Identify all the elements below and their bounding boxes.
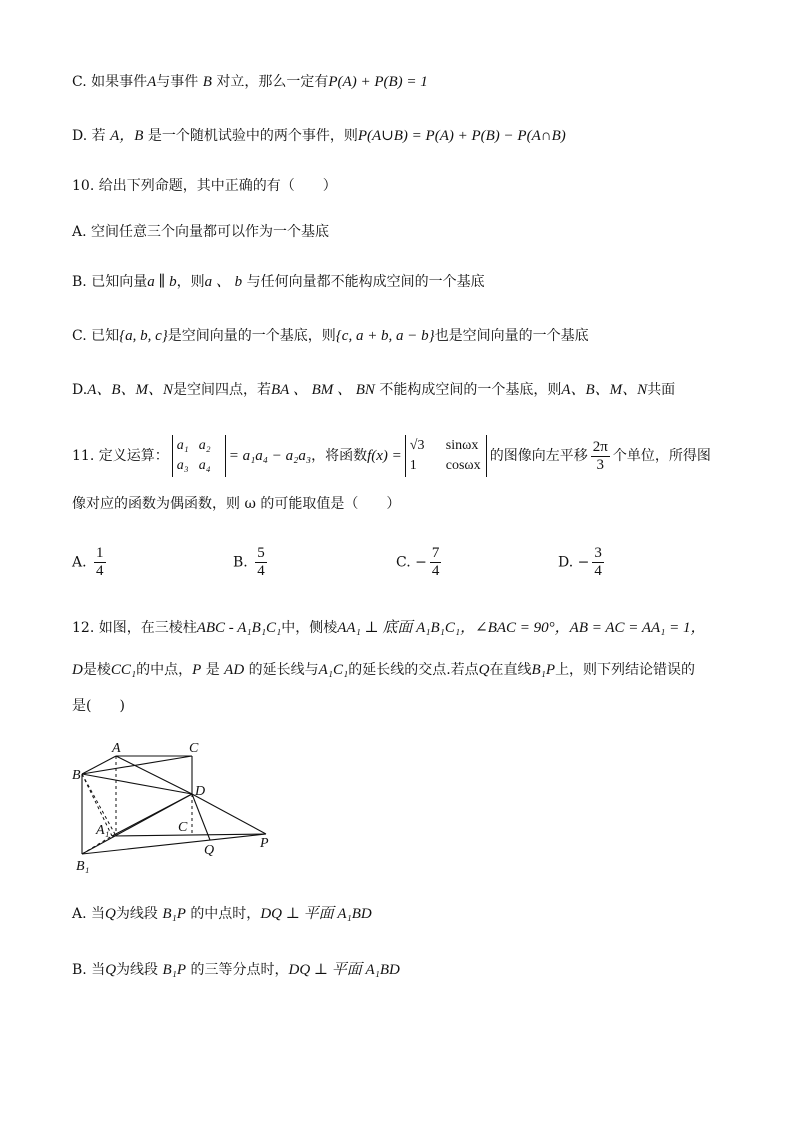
label-b1: B₁ (76, 859, 90, 874)
option-c-line (72, 72, 428, 92)
q11-option-b (233, 545, 270, 580)
q11-option-a (72, 545, 109, 580)
option-c-text-3: 对立，那么一定有 (216, 74, 329, 90)
q12-condition: AA₁ ⊥ 底面 A₁B₁C₁ (337, 620, 461, 636)
option-d-text: D. 若 (72, 128, 106, 144)
q11-option-d (558, 545, 607, 580)
question-12-stem-2 (72, 660, 695, 680)
q10-b-vectors: a ∥ b (147, 274, 177, 290)
shift-fraction (591, 439, 610, 474)
option-d-line (72, 126, 566, 146)
question-12-stem-1 (72, 618, 706, 638)
question-10-option-c (72, 326, 589, 346)
q12-l2-text: 是棱 (82, 662, 111, 678)
label-c: C (189, 741, 199, 756)
det-a2: a₂ (198, 438, 211, 453)
q12-text-2: 中，侧棱 (281, 620, 338, 636)
label-p: P (260, 836, 269, 851)
q12-option-b (72, 960, 400, 980)
q12-a-point-q: Q (105, 906, 116, 922)
q12-lengths: AB = AC = AA₁ = 1， (569, 620, 706, 636)
option-fraction (592, 545, 604, 580)
label-a1: A₁ (96, 823, 110, 838)
q12-b-point-q: Q (105, 962, 117, 978)
q12-b-text-2: 为线段 (116, 962, 159, 978)
q10-c-text-3: 也是空间向量的一个基底 (434, 328, 589, 344)
option-c-formula: P(A) + P(B) = 1 (328, 74, 428, 90)
option-label: C. (396, 554, 411, 571)
q12-point-p: P (192, 662, 202, 678)
question-12-stem-3: 是( ) (72, 698, 125, 714)
q10-d-text-3: 不能构成空间的一个基底，则 (379, 382, 562, 398)
det-cos: cosωx (445, 458, 481, 473)
q12-a-segment: B₁P (162, 906, 186, 922)
determinant-definition (172, 435, 226, 477)
q12-point-q: Q (478, 662, 490, 678)
shift-denominator: 3 (596, 456, 605, 473)
det-sin: sinωx (445, 438, 479, 453)
q12-prism: ABC - A₁B₁C₁ (196, 620, 282, 636)
q12-segment-ad: AD (224, 662, 245, 678)
q11-text-3: 的图像向左平移 (489, 448, 588, 464)
q10-b-vectors-2: a 、 b (204, 274, 243, 290)
q12-l2-text-3: 是 (205, 662, 220, 678)
q12-edge-cc1: CC₁ (110, 662, 137, 678)
option-numerator: 3 (594, 545, 602, 561)
option-c-text-2: 与事件 (156, 74, 199, 90)
det-one: 1 (409, 458, 417, 473)
function-f: f(x) = (367, 448, 402, 464)
option-d-text-2: 是一个随机试验中的两个事件，则 (147, 128, 358, 144)
q12-point-d: D (72, 662, 83, 678)
q12-a-text: A. 当 (72, 906, 106, 922)
q12-angle: ，∠BAC = 90°， (460, 620, 570, 636)
function-determinant (405, 435, 487, 477)
q10-d-points-2: A、B、M、N (561, 382, 648, 398)
event-a: A (147, 74, 157, 90)
option-sign: − (577, 554, 590, 571)
option-numerator: 1 (96, 545, 104, 561)
option-label: B. (233, 554, 248, 571)
option-denominator: 4 (257, 563, 265, 579)
q12-l2-text-4: 的延长线与 (248, 662, 319, 678)
q12-b-segment: B₁P (162, 962, 187, 978)
q11-text-2: ，将函数 (311, 448, 368, 464)
q10-d-text: D. (72, 382, 88, 398)
q12-l2-text-6: 在直线 (489, 662, 532, 678)
option-denominator: 4 (96, 563, 104, 579)
question-10-option-d (72, 380, 675, 400)
prism-figure (72, 732, 282, 874)
q12-l2-text-7: 上，则下列结论错误的 (555, 662, 696, 678)
events-ab: A，B (110, 128, 144, 144)
q10-b-text-3: 与任何向量都不能构成空间的一个基底 (246, 274, 485, 290)
question-11-stem (72, 434, 711, 478)
q12-a-relation: DQ ⊥ 平面 A₁BD (260, 906, 372, 922)
q12-l2-text-2: 的中点， (136, 662, 193, 678)
q11-option-c (396, 545, 444, 580)
option-numerator: 7 (431, 545, 440, 561)
q12-l2-text-5: 的延长线的交点.若点 (348, 662, 479, 678)
label-q: Q (204, 843, 215, 858)
det-sqrt3: √3 (409, 438, 425, 453)
option-c-text: C. 如果事件 (72, 74, 148, 90)
question-10-option-a: A. 空间任意三个向量都可以作为一个基底 (72, 224, 330, 240)
option-denominator: 4 (594, 563, 602, 579)
q12-a-text-2: 为线段 (115, 906, 158, 922)
q10-d-points: A、B、M、N (87, 382, 174, 398)
option-fraction (94, 545, 106, 580)
det-a3: a₃ (176, 458, 189, 473)
option-sign: − (415, 554, 427, 571)
question-11-stem-2: 像对应的函数为偶函数，则 ω 的可能取值是（ ） (72, 496, 401, 512)
q12-b-relation: DQ ⊥ 平面 A₁BD (288, 962, 400, 978)
q10-b-text-2: ，则 (176, 274, 205, 290)
edge-bd (82, 774, 192, 794)
event-b: B (202, 74, 212, 90)
option-numerator: 5 (257, 545, 265, 561)
q11-text: 11. 定义运算： (72, 448, 169, 464)
shift-numerator: 2π (592, 438, 608, 455)
det-a1: a₁ (176, 438, 189, 453)
option-label: D. (558, 554, 574, 571)
label-d: D (195, 784, 206, 799)
q10-b-text: B. 已知向量 (72, 274, 148, 290)
q10-c-basis: {a, b, c} (119, 328, 168, 344)
q12-a-text-3: 的中点时， (190, 906, 261, 922)
q10-d-text-2: 是空间四点，若 (173, 382, 272, 398)
question-10-stem: 10. 给出下列命题，其中正确的有（ ） (72, 178, 337, 194)
q12-segment-a1c1: A₁C₁ (318, 662, 349, 678)
edge-dp (192, 794, 266, 834)
q10-c-text: C. 已知 (72, 328, 120, 344)
q12-b-text-3: 的三等分点时， (190, 962, 289, 978)
det-a4: a₄ (198, 458, 211, 473)
q10-d-text-4: 共面 (647, 382, 676, 398)
q12-b-text: B. 当 (72, 962, 106, 978)
option-d-formula: P(A∪B) = P(A) + P(B) − P(A∩B) (357, 128, 566, 144)
option-label: A. (72, 554, 87, 571)
q10-c-text-2: 是空间向量的一个基底，则 (167, 328, 336, 344)
q12-option-a (72, 904, 372, 924)
option-fraction (430, 545, 442, 580)
option-fraction (255, 545, 267, 580)
question-10-option-b (72, 272, 485, 292)
label-c1: C (178, 820, 188, 835)
q12-line-b1p: B₁P (531, 662, 556, 678)
label-b: B (72, 768, 81, 783)
q10-c-basis-2: {c, a + b, a − b} (335, 328, 435, 344)
edge-a1p (112, 834, 266, 836)
q11-text-4: 个单位，所得图 (612, 448, 711, 464)
label-a: A (112, 741, 121, 756)
q10-d-vectors: BA 、 BM 、 BN (271, 382, 375, 398)
option-denominator: 4 (431, 563, 440, 579)
edge-dq (192, 794, 210, 840)
q12-text: 12. 如图，在三棱柱 (72, 620, 197, 636)
determinant-formula: = a₁a₄ − a₂a₃ (228, 448, 312, 464)
